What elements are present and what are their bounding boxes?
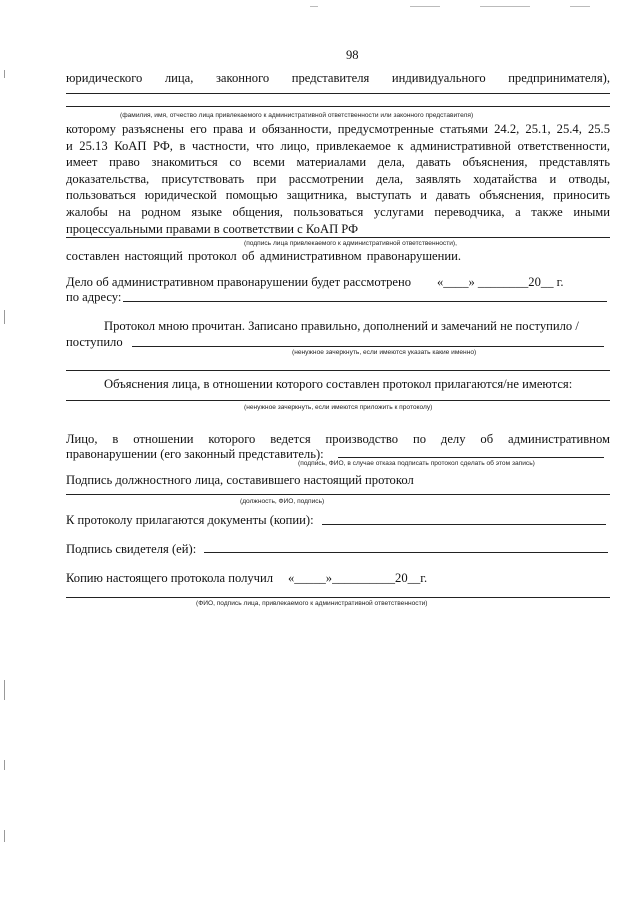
person-signature-field[interactable] xyxy=(338,457,604,458)
remarks-field-2[interactable] xyxy=(66,370,610,371)
copy-received-text: Копию настоящего протокола получил xyxy=(66,571,274,585)
attachments-text: К протоколу прилагаются документы (копии): xyxy=(66,513,314,527)
remarks-field[interactable] xyxy=(132,346,604,347)
page-number: 98 xyxy=(346,48,359,62)
copy-signature-field[interactable] xyxy=(66,597,610,598)
paragraph-line: и 25.13 КоАП РФ, в частности, что лицо, привлекаемое к административной ответственности, xyxy=(66,138,610,153)
read-protocol-line1: Протокол мною прочитан. Записано правильно, дополнений и замечаний не поступило / xyxy=(104,319,579,333)
paragraph-line: имеет право знакомиться со всеми материалами дела, давать объяснения, представлять xyxy=(66,155,610,170)
copy-received-date-field[interactable]: «_____»__________20__г. xyxy=(288,571,428,585)
caption-unneeded-attach: (ненужное зачеркнуть, если имеются приложить к протоколу) xyxy=(244,404,433,411)
protocol-drawn-text xyxy=(66,248,606,265)
read-protocol-line2: поступило xyxy=(66,335,123,349)
person-line-2: правонарушении (его законный представитель): xyxy=(66,447,324,461)
header-word: законного xyxy=(215,71,270,85)
person-line-text: Лицо, в отношении которого ведется производство по делу об административном xyxy=(66,432,610,446)
scan-mark xyxy=(480,6,530,7)
case-review-date-field[interactable]: «____» ________20__ г. xyxy=(437,275,564,289)
blank-line xyxy=(66,93,610,94)
attachments-field[interactable] xyxy=(322,524,606,525)
paragraph-line: пользоваться юридической помощью защитника, выступать и давать объяснения, приносить xyxy=(66,188,610,203)
paragraph-line: доказательства, присутствовать при рассмотрении дела, заявлять ходатайства и отводы, xyxy=(66,171,610,186)
blank-line xyxy=(66,106,610,107)
scan-mark xyxy=(4,680,5,700)
paragraph-line: которому разъяснены его права и обязанности, предусмотренные статьями 24.2, 25.1, 25.4, 25.5 xyxy=(66,122,610,136)
official-signature-text: Подпись должностного лица, составившего настоящий протокол xyxy=(66,473,414,487)
header-word: предпринимателя), xyxy=(508,71,610,85)
header-word: юридического xyxy=(66,71,143,85)
scan-mark xyxy=(4,310,5,324)
header-line xyxy=(66,70,610,87)
scan-mark xyxy=(570,6,590,7)
address-field[interactable] xyxy=(123,301,607,302)
caption-signature-refusal: (подпись, ФИО, в случае отказа подписать протокол сделать об этом запись) xyxy=(298,460,535,467)
caption-unneeded-remarks: (ненужное зачеркнуть, если имеются указать какие именно) xyxy=(292,349,477,356)
case-review-text: Дело об административном правонарушении будет рассмотрено xyxy=(66,275,412,289)
header-word: индивидуального xyxy=(391,71,486,85)
address-label: по адресу: xyxy=(66,290,122,304)
caption-fio-offender: (фамилия, имя, отчество лица привлекаемого к административной ответственности или законного представителя) xyxy=(120,112,474,119)
explanations-text: Объяснения лица, в отношении которого составлен протокол прилагаются/не имеются: xyxy=(104,377,573,391)
caption-signature-offender: (подпись лица привлекаемого к административной ответственности), xyxy=(244,240,457,247)
scan-mark xyxy=(410,6,440,7)
paragraph-line: процессуальными правами в соответствии с КоАП РФ xyxy=(66,221,359,236)
header-word: лица, xyxy=(164,71,194,85)
witness-field[interactable] xyxy=(204,552,608,553)
official-signature-field[interactable] xyxy=(66,494,610,495)
scan-mark xyxy=(4,760,5,770)
paragraph-line: жалобы на родном языке общения, пользоваться услугами переводчика, а также иными xyxy=(66,204,610,219)
header-word: представителя xyxy=(291,71,370,85)
witness-text: Подпись свидетеля (ей): xyxy=(66,542,197,556)
scan-mark xyxy=(4,70,5,78)
signature-line xyxy=(66,237,610,238)
scan-mark xyxy=(310,6,318,7)
caption-fio-copy: (ФИО, подпись лица, привлекаемого к административной ответственности) xyxy=(196,600,428,607)
rights-paragraph xyxy=(66,121,610,237)
caption-position-fio: (должность, ФИО, подпись) xyxy=(240,498,325,505)
scan-mark xyxy=(4,830,5,842)
explanations-field[interactable] xyxy=(66,400,610,401)
protocol-drawn-label: составлен настоящий протокол об административном правонарушении. xyxy=(66,249,462,263)
